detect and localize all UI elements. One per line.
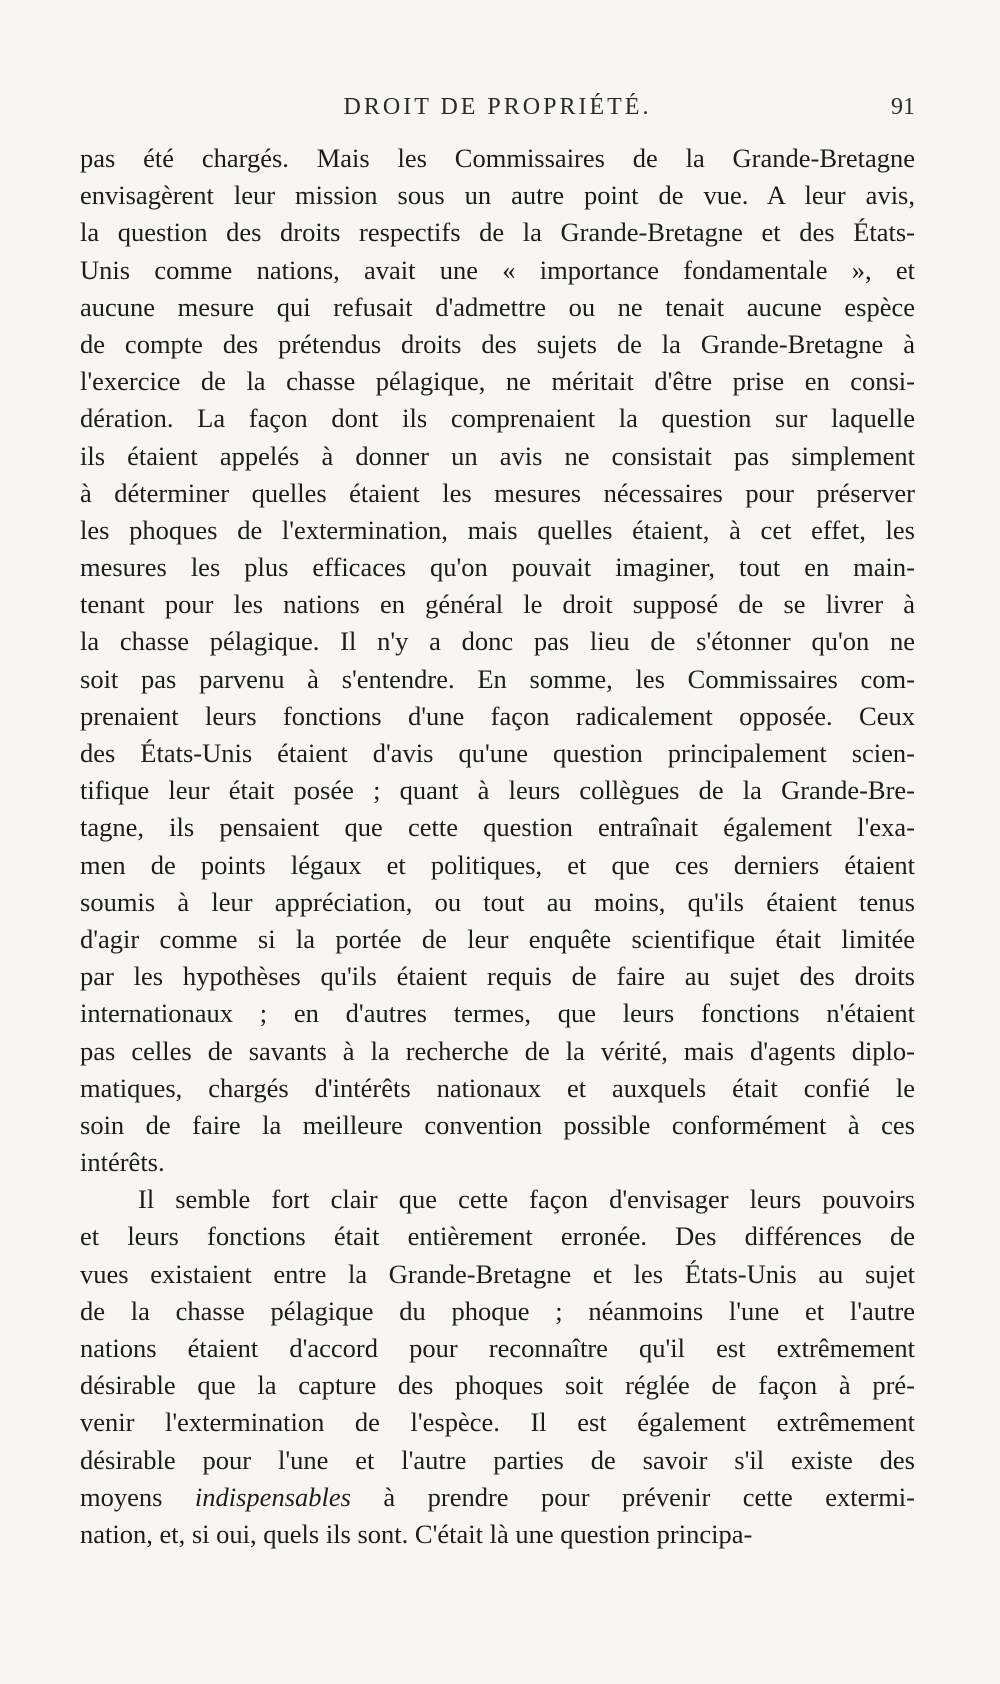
text-line: mesures les plus efficaces qu'on pouvait imaginer, tout en main-	[80, 552, 915, 583]
text-line: et leurs fonctions était entièrement erronée. Des différences de	[80, 1221, 915, 1252]
text-line: Il semble fort clair que cette façon d'envisager leurs pouvoirs	[138, 1184, 915, 1215]
paragraph-1	[80, 140, 915, 1181]
text-line: la chasse pélagique. Il n'y a donc pas lieu de s'étonner qu'on ne	[80, 626, 915, 657]
text-line: prenaient leurs fonctions d'une façon radicalement opposée. Ceux	[80, 700, 915, 731]
text-line: de compte des prétendus droits des sujets de la Grande-Bretagne à	[80, 328, 915, 359]
text-line: tenant pour les nations en général le droit supposé de se livrer à	[80, 589, 915, 620]
running-title: DROIT DE PROPRIÉTÉ.	[343, 94, 652, 120]
text-line: des États-Unis étaient d'avis qu'une question principalement scien-	[80, 738, 915, 768]
text-line: aucune mesure qui refusait d'admettre ou ne tenait aucune espèce	[80, 291, 915, 322]
text-line: pas été chargés. Mais les Commissaires de la Grande-Bretagne	[80, 143, 915, 173]
line-before-emphasis: moyens	[80, 1481, 163, 1512]
text-line: d'agir comme si la portée de leur enquête scientifique était limitée	[80, 923, 915, 954]
paragraph-2	[80, 1181, 915, 1553]
text-line: l'exercice de la chasse pélagique, ne méritait d'être prise en consi-	[80, 366, 915, 397]
text-line: tagne, ils pensaient que cette question entraînait également l'exa-	[80, 812, 915, 843]
text-line: tifique leur était posée ; quant à leurs collègues de la Grande-Bre-	[80, 775, 915, 806]
text-line: la question des droits respectifs de la Grande-Bretagne et des États-	[80, 217, 915, 248]
text-line: à déterminer quelles étaient les mesures nécessaires pour préserver	[80, 477, 915, 508]
text-line: venir l'extermination de l'espèce. Il est également extrêmement	[80, 1407, 915, 1438]
text-line: matiques, chargés d'intérêts nationaux et auxquels était confié le	[80, 1072, 915, 1103]
text-line: soin de faire la meilleure convention possible conformément à ces	[80, 1109, 915, 1140]
page-number: 91	[891, 94, 915, 120]
text-line: envisagèrent leur mission sous un autre point de vue. A leur avis,	[80, 180, 915, 211]
text-line: par les hypothèses qu'ils étaient requis de faire au sujet des droits	[80, 961, 915, 992]
text-line: ils étaient appelés à donner un avis ne consistait pas simplement	[80, 440, 915, 471]
text-line: men de points légaux et politiques, et que ces derniers étaient	[80, 849, 915, 880]
text-line: intérêts.	[80, 1147, 165, 1178]
text-line: nations étaient d'accord pour reconnaître qu'il est extrêmement	[80, 1333, 915, 1363]
text-line: de la chasse pélagique du phoque ; néanmoins l'une et l'autre	[80, 1295, 915, 1326]
line-after-emphasis: à prendre pour prévenir cette extermi-	[383, 1481, 915, 1512]
text-line-final: nation, et, si oui, quels ils sont. C'était là une question principa-	[80, 1518, 753, 1549]
body-text	[80, 140, 915, 1553]
emphasized-word: indispensables	[194, 1481, 351, 1512]
page-header	[80, 94, 915, 134]
text-line: les phoques de l'extermination, mais quelles étaient, à cet effet, les	[80, 514, 915, 545]
text-line: pas celles de savants à la recherche de la vérité, mais d'agents diplo-	[80, 1035, 915, 1066]
text-line: soumis à leur appréciation, ou tout au moins, qu'ils étaient tenus	[80, 886, 915, 917]
text-line-emphasis	[80, 1479, 915, 1516]
text-line: Unis comme nations, avait une « importance fondamentale », et	[80, 254, 915, 285]
paragraph-2-lines	[80, 1181, 915, 1479]
text-line: internationaux ; en d'autres termes, que leurs fonctions n'étaient	[80, 998, 915, 1029]
text-line: désirable pour l'une et l'autre parties de savoir s'il existe des	[80, 1444, 915, 1475]
text-line: dération. La façon dont ils comprenaient la question sur laquelle	[80, 403, 915, 434]
text-line: vues existaient entre la Grande-Bretagne et les États-Unis au sujet	[80, 1258, 915, 1289]
text-line: désirable que la capture des phoques soit réglée de façon à pré-	[80, 1370, 915, 1401]
text-line: soit pas parvenu à s'entendre. En somme, les Commissaires com-	[80, 663, 915, 694]
